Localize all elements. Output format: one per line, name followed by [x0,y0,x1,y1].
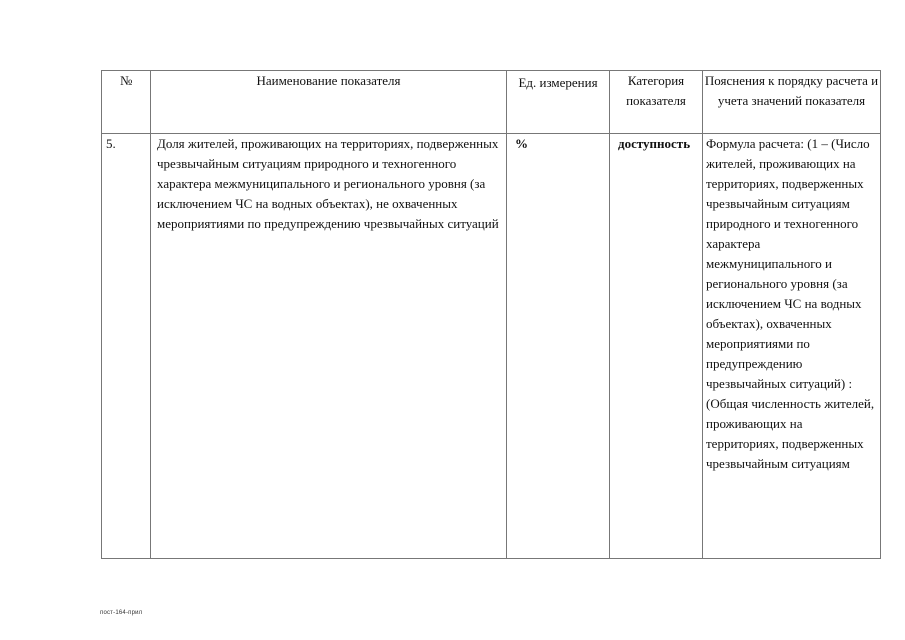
header-name: Наименование показателя [151,71,507,134]
row-category: доступность [610,134,703,559]
header-category: Категория показателя [610,71,703,134]
row-indicator-name: Доля жителей, проживающих на территориях, подверженных чрезвычайным ситуациям природного и техногенного характера межмуниципального и регионального уровня (за исключением ЧС на водных объектах), не охваченных мероприятиями по предупреждению чрезвычайных ситуаций [151,134,507,559]
header-explanation: Пояснения к порядку расчета и учета значений показателя [703,71,881,134]
header-number: № [102,71,151,134]
indicator-table [101,70,881,559]
header-unit: Ед. измерения [507,71,610,134]
row-number: 5. [102,134,151,559]
row-unit: % [507,134,610,559]
table-header-row [102,71,881,134]
table-row [102,134,881,559]
footer-document-code: пост-164-прил [100,610,143,616]
row-explanation: Формула расчета: (1 – (Число жителей, проживающих на территориях, подверженных чрезвычайным ситуациям природного и техногенного характера межмуниципального и регионального уровня (за исключением ЧС на водных объектах), охваченных мероприятиями по предупреждению чрезвычайных ситуаций) : (Общая численность жителей, проживающих на территориях, подверженных чрезвычайным ситуациям [703,134,881,559]
